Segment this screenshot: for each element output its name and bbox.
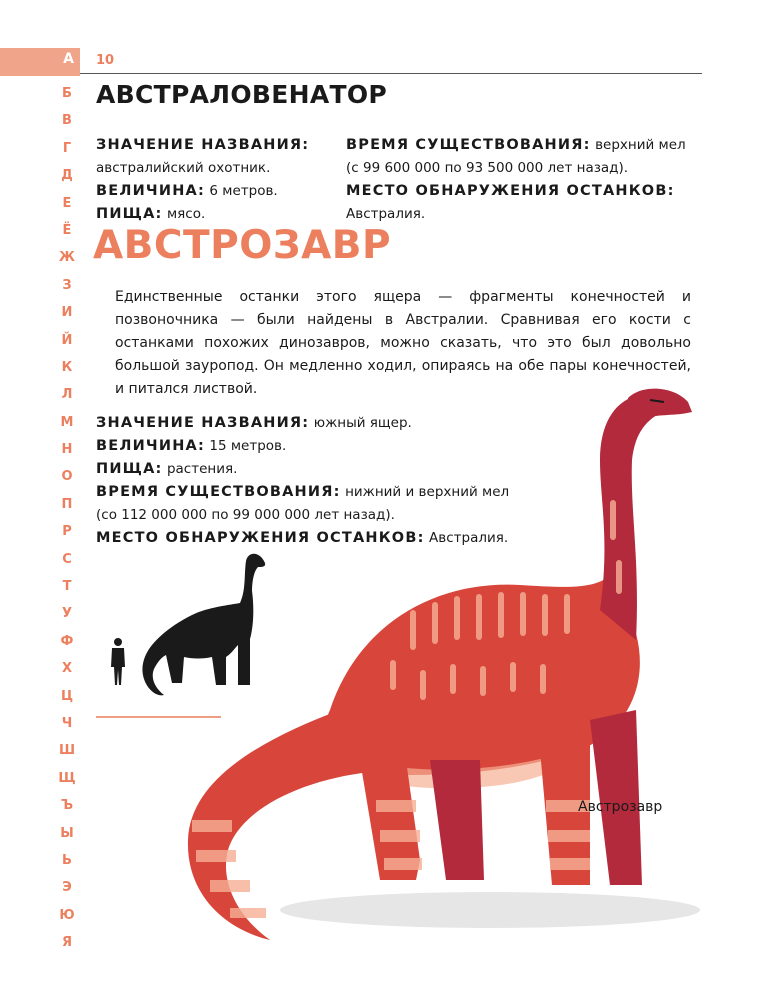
place-label: МЕСТО ОБНАРУЖЕНИЯ ОСТАНКОВ: xyxy=(346,183,675,199)
austrosaurus-body xyxy=(188,389,692,940)
meaning-label: ЗНАЧЕНИЕ НАЗВАНИЯ: xyxy=(96,415,310,431)
alphabet-letter[interactable]: Ф xyxy=(60,633,74,649)
time-label: ВРЕМЯ СУЩЕСТВОВАНИЯ: xyxy=(96,484,341,500)
alphabet-letter[interactable]: С xyxy=(62,551,72,567)
meaning-label: ЗНАЧЕНИЕ НАЗВАНИЯ: xyxy=(96,137,310,153)
food-label: ПИЩА: xyxy=(96,206,163,222)
alphabet-letter[interactable]: Я xyxy=(61,935,72,951)
alphabet-letter[interactable]: К xyxy=(61,359,73,375)
alphabet-letter[interactable]: В xyxy=(62,113,72,129)
alphabet-letter[interactable]: Ч xyxy=(61,715,73,731)
alphabet-letter[interactable]: О xyxy=(61,469,73,485)
alphabet-letter[interactable]: Ш xyxy=(58,743,76,759)
alphabet-letter[interactable]: Щ xyxy=(58,770,76,786)
alphabet-letter[interactable]: Ъ xyxy=(60,798,74,814)
alphabet-letter[interactable]: Р xyxy=(62,524,72,540)
alphabet-letter[interactable]: Т xyxy=(62,579,72,595)
page-number: 10 xyxy=(96,53,115,68)
austrosaurus-illustration xyxy=(180,380,700,950)
active-letter: А xyxy=(63,51,74,67)
human-silhouette xyxy=(111,638,125,685)
meaning-value: южный ящер. xyxy=(313,415,412,431)
time-value: верхний мел xyxy=(595,137,686,153)
alphabet-letter[interactable]: Ж xyxy=(59,250,75,266)
time-value: нижний и верхний мел xyxy=(345,484,510,500)
alphabet-letter[interactable]: Ы xyxy=(60,825,74,841)
place-value: Австралия. xyxy=(346,206,426,222)
entry-title-austrosaurus: АВСТРОЗАВР xyxy=(93,223,392,268)
header-divider xyxy=(80,73,702,74)
alphabet-letter[interactable]: Й xyxy=(61,332,73,348)
alphabet-letter[interactable]: П xyxy=(61,496,73,512)
entry1-facts-left xyxy=(96,134,346,226)
alphabet-letter[interactable]: Л xyxy=(61,387,73,403)
time-range: (со 112 000 000 по 99 000 000 лет назад). xyxy=(96,507,395,523)
size-label: ВЕЛИЧИНА: xyxy=(96,438,205,454)
alphabet-index xyxy=(56,80,78,957)
alphabet-letter[interactable]: И xyxy=(61,305,73,321)
entry-title-australovenator: АВСТРАЛОВЕНАТОР xyxy=(96,80,388,109)
food-label: ПИЩА: xyxy=(96,461,163,477)
time-label: ВРЕМЯ СУЩЕСТВОВАНИЯ: xyxy=(346,137,591,153)
alphabet-letter[interactable]: Ь xyxy=(62,852,72,868)
place-value: Австралия. xyxy=(429,530,509,546)
size-label: ВЕЛИЧИНА: xyxy=(96,183,205,199)
illustration-caption: Австрозавр xyxy=(578,799,663,815)
description-paragraph: Единственные останки этого ящера — фрагменты конечностей и позвоночника — были найдены в Австралии. Сравнивая его кости с останками похожих динозавров, можно сказать, что это был довольно большой зауропод. Он медленно ходил, опираясь на обе пары конечностей, и питался листвой. xyxy=(115,289,691,397)
alphabet-tab xyxy=(0,48,80,76)
meaning-value: австралийский охотник. xyxy=(96,160,271,176)
time-range: (с 99 600 000 по 93 500 000 лет назад). xyxy=(346,160,629,176)
place-label: МЕСТО ОБНАРУЖЕНИЯ ОСТАНКОВ: xyxy=(96,530,425,546)
alphabet-letter[interactable]: Е xyxy=(62,195,72,211)
size-value: 6 метров. xyxy=(209,183,278,199)
size-value: 15 метров. xyxy=(209,438,287,454)
alphabet-letter[interactable]: Ю xyxy=(59,907,75,923)
alphabet-letter[interactable]: Н xyxy=(61,442,73,458)
entry1-facts-right xyxy=(346,134,706,226)
alphabet-letter[interactable]: Д xyxy=(61,168,73,184)
food-value: мясо. xyxy=(166,206,206,222)
alphabet-letter[interactable]: Ё xyxy=(62,222,72,238)
alphabet-letter[interactable]: Г xyxy=(62,140,72,156)
alphabet-letter[interactable]: Ц xyxy=(60,688,74,704)
alphabet-letter[interactable]: Э xyxy=(62,880,72,896)
food-value: растения. xyxy=(166,461,238,477)
alphabet-letter[interactable]: Х xyxy=(61,661,73,677)
alphabet-letter[interactable]: У xyxy=(61,606,73,622)
alphabet-letter[interactable]: М xyxy=(60,414,74,430)
alphabet-letter[interactable]: Б xyxy=(62,86,72,101)
alphabet-letter[interactable]: З xyxy=(62,277,72,293)
